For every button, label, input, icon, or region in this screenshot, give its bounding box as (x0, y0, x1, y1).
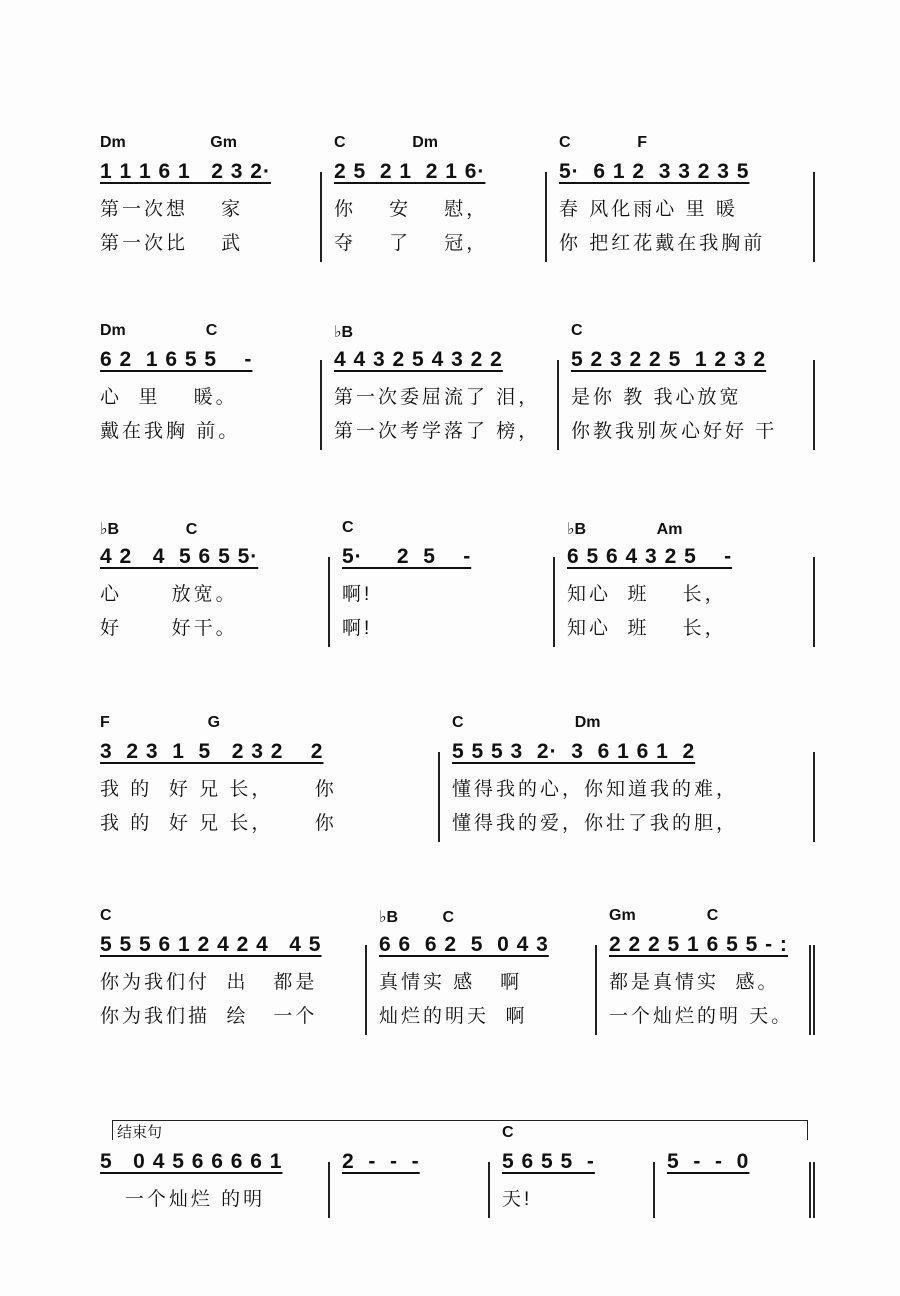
lyrics-verse-2: 第一次考学落了 榜， (334, 421, 541, 442)
lyrics-verse-1: 啊! (342, 584, 373, 605)
lyrics-verse-2: 我 的 好 兄 长， 你 (100, 813, 337, 834)
lyrics (667, 1184, 809, 1218)
notes: 5 6 5 5 - (502, 1150, 595, 1173)
lyrics-verse-1: 春 风化雨心 里 暖 (559, 199, 738, 220)
measure (320, 134, 545, 262)
measure (100, 1150, 328, 1218)
chord-symbols: C (342, 519, 354, 536)
measure (328, 1150, 488, 1218)
notes: 5 0 4 5 6 6 6 6 1 (100, 1150, 283, 1173)
measure (438, 714, 815, 842)
measure (553, 521, 815, 647)
notes: 4 4 3 2 5 4 3 2 2 (334, 348, 503, 371)
notes: 6 2 1 6 5 5 - (100, 348, 253, 371)
chord-symbols: ♭B (334, 324, 354, 341)
notes: 6 6 6 2 5 0 4 3 (379, 933, 549, 956)
lyrics: 天! (502, 1189, 533, 1210)
lyrics-verse-2: 啊! (342, 618, 373, 639)
lyrics-verse-2: 第一次比 武 (100, 233, 244, 254)
chord-symbols: C Dm (452, 714, 601, 731)
notes: 1 1 1 6 1 2 3 2· (100, 160, 271, 183)
notes: 2 2 2 5 1 6 5 5 - : (609, 933, 788, 956)
measure (100, 907, 365, 1035)
lyrics-verse-2: 一个灿烂的明 天。 (609, 1006, 794, 1027)
chord-symbols: ♭B Am (567, 521, 683, 538)
lyrics-verse-2: 懂得我的爱，你壮了我的胆， (452, 813, 739, 834)
measure (320, 324, 557, 450)
measure (545, 134, 815, 262)
lyrics-verse-2: 你 把红花戴在我胸前 (559, 233, 766, 254)
chord-symbols (100, 1124, 328, 1150)
measure (328, 519, 553, 647)
measure-final (653, 1150, 815, 1218)
measure (488, 1124, 653, 1218)
measure (365, 909, 595, 1035)
lyrics-verse-2: 夺 了 冠， (334, 233, 489, 254)
chord-symbols: C F (559, 134, 648, 151)
measure (100, 322, 320, 450)
notes: 6 5 6 4 3 2 5 - (567, 545, 733, 568)
measure (557, 322, 815, 450)
notes: 5 - - 0 (667, 1150, 750, 1173)
chord-symbols: Dm C (100, 322, 218, 339)
chord-symbols: ♭B C (100, 521, 198, 538)
measure (100, 714, 438, 842)
measure-repeat-end (595, 907, 815, 1035)
notes: 5 5 5 3 2· 3 6 1 6 1 2 (452, 740, 696, 763)
ending-bracket-label: 结束句 (112, 1120, 808, 1140)
chord-symbols: F G (100, 714, 221, 731)
lyrics-verse-1: 懂得我的心，你知道我的难， (452, 779, 739, 800)
lyrics-verse-1: 是你 教 我心放宽 (571, 387, 742, 408)
notes: 2 5 2 1 2 1 6· (334, 160, 486, 183)
lyrics-verse-1: 第一次委屈流了 泪， (334, 387, 541, 408)
measure (100, 134, 320, 262)
chord-symbols: ♭B C (379, 909, 455, 926)
lyrics-verse-2: 戴在我胸 前。 (100, 421, 241, 442)
notes: 5 5 5 6 1 2 4 2 4 4 5 (100, 933, 322, 956)
lyrics-verse-1: 都是真情实 感。 (609, 972, 780, 993)
chord-symbols (667, 1124, 809, 1150)
lyrics-verse-1: 你 安 慰， (334, 199, 489, 220)
lyrics-verse-1: 我 的 好 兄 长， 你 (100, 779, 337, 800)
lyrics-verse-1: 你为我们付 出 都是 (100, 972, 318, 993)
chord-symbols: C Dm (334, 134, 439, 151)
chord-symbols: C (571, 322, 583, 339)
notes: 2 - - - (342, 1150, 420, 1173)
lyrics-verse-1: 真情实 感 啊 (379, 972, 523, 993)
score-row-5 (100, 907, 815, 1035)
notes: 4 2 4 5 6 5 5· (100, 545, 259, 568)
lyrics-verse-1: 心 放宽。 (100, 584, 238, 605)
notes: 3 2 3 1 5 2 3 2 2 (100, 740, 324, 763)
lyrics-verse-2: 你教我别灰心好好 干 (571, 421, 778, 442)
chord-symbols: C (502, 1124, 514, 1141)
score-row-3 (100, 519, 815, 647)
lyrics-verse-1: 第一次想 家 (100, 199, 244, 220)
notes: 5· 2 5 - (342, 545, 472, 568)
lyrics-verse-1: 心 里 暖。 (100, 387, 238, 408)
lyrics (342, 1184, 488, 1218)
lyrics-verse-2: 知心 班 长， (567, 618, 727, 639)
notes: 5· 6 1 2 3 3 2 3 5 (559, 160, 750, 183)
measure (100, 521, 328, 647)
lyrics-verse-2: 你为我们描 绘 一个 (100, 1006, 318, 1027)
chord-symbols: Gm C (609, 907, 719, 924)
chord-symbols: Dm Gm (100, 134, 237, 151)
lyrics-verse-1: 知心 班 长， (567, 584, 727, 605)
chord-symbols (342, 1124, 488, 1150)
score-row-2 (100, 322, 815, 450)
score-row-4 (100, 714, 815, 842)
lyrics: 一个灿烂 的明 (100, 1189, 266, 1210)
notes: 5 2 3 2 2 5 1 2 3 2 (571, 348, 767, 371)
chord-symbols: C (100, 907, 112, 924)
lyrics-verse-2: 好 好干。 (100, 618, 238, 639)
lyrics-verse-2: 灿烂的明天 啊 (379, 1006, 528, 1027)
score-row-1 (100, 134, 815, 262)
